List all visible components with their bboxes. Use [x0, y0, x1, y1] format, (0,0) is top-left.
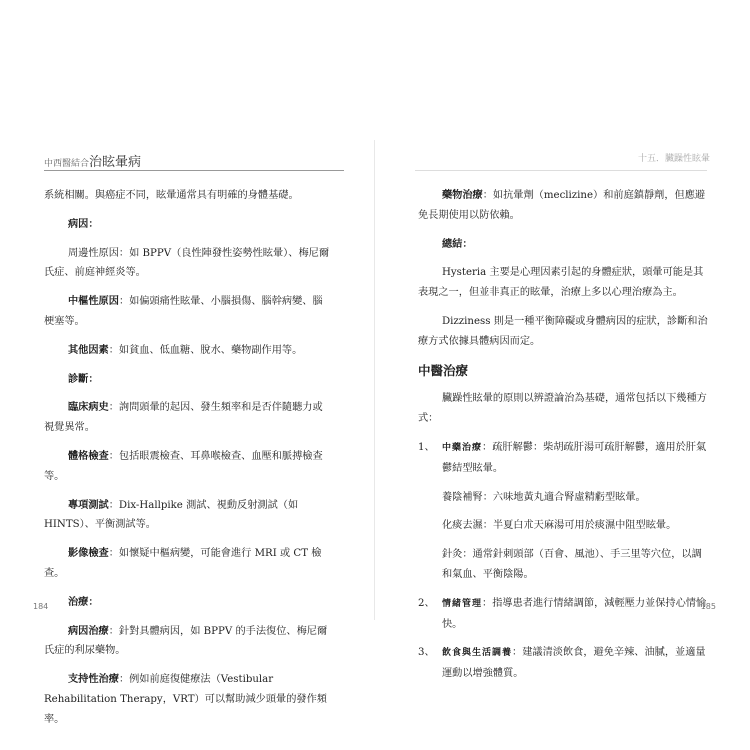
book-title: 治眩暈病	[89, 155, 142, 170]
list-number: 2、	[418, 597, 435, 609]
paragraph: 周邊性原因：如 BPPV（良性陣發性姿勢性眩暈）、梅尼爾氏症、前庭神經炎等。	[44, 247, 330, 279]
paragraph	[44, 398, 332, 438]
paragraph: 臟躁性眩暈的原則以辨證論治為基礎，通常包括以下幾種方式：	[418, 393, 707, 425]
sub-paragraph: 養陰補腎：六味地黃丸適合腎虛精虧型眩暈。	[442, 491, 646, 503]
running-head-right: 十五．臟躁性眩暈	[637, 154, 710, 164]
paragraph	[44, 341, 332, 361]
paragraph	[44, 496, 332, 536]
list-text: ：指導患者進行情緒調節，減輕壓力並保持心情愉快。	[442, 597, 707, 630]
term: 其他因素	[68, 343, 109, 356]
list-label: 中藥治療	[442, 442, 483, 453]
right-text-column	[418, 186, 708, 693]
list-number: 1、	[418, 441, 435, 453]
paragraph	[44, 544, 332, 584]
term: 支持性治療	[68, 673, 119, 686]
list-label: 飲食與生活調養	[442, 648, 513, 659]
term-text: ：包括眼震檢查、耳鼻喉檢查、血壓和脈搏檢查等。	[44, 450, 323, 482]
term-text: ：如抗暈劑（meclizine）和前庭鎮靜劑，但應避免長期使用以防依賴。	[418, 190, 706, 221]
heading-treatment: 治療：	[68, 595, 99, 608]
heading-summary: 總結：	[442, 237, 473, 250]
paragraph	[44, 292, 332, 332]
term: 臨床病史	[68, 401, 109, 414]
term-text: ：如偏頭痛性眩暈、小腦損傷、腦幹病變、腦梗塞等。	[44, 296, 323, 327]
term: 中樞性原因	[68, 295, 119, 308]
term: 影像檢查	[68, 547, 109, 560]
list-label: 情緒管理	[442, 598, 483, 609]
heading-cause: 病因：	[68, 217, 99, 230]
list-item	[418, 643, 708, 684]
list-text: ：建議清淡飲食，避免辛辣、油膩，並適量運動以增強體質。	[442, 647, 706, 680]
left-text-column	[44, 186, 332, 739]
paragraph: 系統相關。與癌症不同，眩暈通常具有明確的身體基礎。	[44, 190, 299, 201]
list-item	[418, 594, 708, 635]
term: 專項測試	[68, 498, 109, 511]
term-text: ：如懷疑中樞病變，可能會進行 MRI 或 CT 檢查。	[44, 548, 322, 579]
book-series: 中西醫結合	[44, 159, 90, 169]
section-heading-tcm: 中醫治療	[418, 362, 469, 378]
list-item	[418, 438, 708, 479]
term-text: ：詢問頭暈的起因、發生頻率和是否伴隨聽力或視覺異常。	[44, 402, 323, 434]
paragraph	[418, 186, 708, 226]
term-text: ：針對具體病因，如 BPPV 的手法復位、梅尼爾氏症的利尿藥物。	[44, 625, 328, 657]
paragraph	[44, 447, 332, 487]
sub-paragraph: 針灸：通常針刺頭部（百會、風池）、手三里等穴位，以調和氣血、平衡陰陽。	[442, 549, 702, 580]
right-page	[375, 0, 750, 750]
term: 藥物治療	[442, 189, 483, 201]
header-rule	[415, 170, 707, 171]
term-text: ：如貧血、低血糖、脫水、藥物副作用等。	[108, 344, 303, 356]
paragraph	[44, 622, 332, 662]
paragraph: Hysteria 主要是心理因素引起的身體症狀，頭暈可能是其表現之一，但並非真正的眩暈，治療上多以心理治療為主。	[418, 267, 704, 299]
header-rule	[44, 170, 344, 171]
term-text: ：例如前庭復健療法（Vestibular Rehabilitation Therapy，VRT）可以幫助減少頭暈的發作頻率。	[44, 674, 327, 725]
term-text: ：Dix-Hallpike 測試、視動反射測試（如 HINTS）、平衡測試等。	[44, 499, 299, 531]
heading-diagnosis: 診斷：	[68, 372, 99, 385]
page-number-right: 185	[700, 602, 716, 611]
list-text: ：疏肝解鬱：柴胡疏肝湯可疏肝解鬱，適用於肝氣鬱結型眩暈。	[442, 441, 707, 474]
paragraph: Dizziness 則是一種平衡障礙或身體病因的症狀，診斷和治療方式依據具體病因而定。	[418, 315, 708, 347]
list-number: 3、	[418, 647, 435, 659]
sub-paragraph: 化痰去濕：半夏白朮天麻湯可用於痰濕中阻型眩暈。	[442, 520, 677, 532]
running-head-left	[44, 151, 141, 170]
term: 體格檢查	[68, 449, 109, 462]
term: 病因治療	[68, 624, 109, 637]
page-number-left: 184	[33, 602, 49, 611]
paragraph	[44, 670, 332, 729]
